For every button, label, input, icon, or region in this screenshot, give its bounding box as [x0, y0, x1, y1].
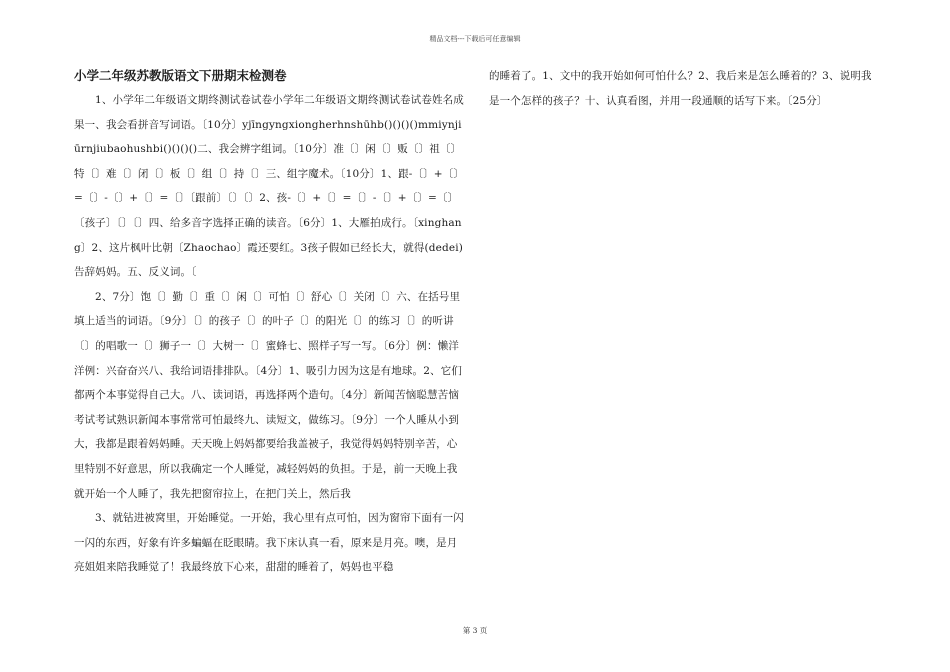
page-number: 第 3 页	[462, 626, 488, 635]
right-column	[489, 64, 879, 113]
paragraph-2: 2、7分〕饱〔〕勤〔〕重〔〕闲〔〕可怕〔〕舒心〔〕关闭〔〕六、在括号里填上适当的词语。〔9分〕〔〕的孩子〔〕的叶子〔〕的阳光〔〕的练习〔〕的听讲〔〕的唱歌一〔〕狮子一〔〕大树一〔〕蜜蜂七、照样子写一写。〔6分〕例：懒洋洋例：兴奋奋兴八、我给词语排排队。〔4分〕1、吸引力因为这是有地球。2、它们都两个本事觉得自己大。八、读词语，再选择两个造句。〔4分〕新闻苦恼聪慧苦恼考试考试熟识新闻本事常常可怕最终九、读短文，做练习。〔9分〕一个人睡从小到大，我都是跟着妈妈睡。天天晚上妈妈都要给我盖被子，我觉得妈妈特别辛苦，心里特别不好意思，所以我确定一个人睡觉，减轻妈妈的负担。于是，前一天晚上我就开始一个人睡了，我先把窗帘拉上，在把门关上，然后我	[74, 290, 462, 500]
paragraph-3: 3、就钻进被窝里，开始睡觉。一开始，我心里有点可怕，因为窗帘下面有一闪一闪的东西，好象有许多蝙蝠在眨眼睛。我下床认真一看，原来是月亮。噢，是月亮姐姐来陪我睡觉了！我最终放下心来，甜甜的睡着了，妈妈也平稳	[74, 512, 464, 574]
page-header: 精品文档---下载后可任意编辑	[429, 35, 521, 43]
paragraph-4: 的睡着了。1、文中的我开始如何可怕什么？2、我后来是怎么睡着的？3、说明我是一个怎样的孩子？十、认真看图，并用一段通顺的话写下来。〔25分〕	[489, 70, 872, 107]
paragraph-1: 1、小学年二年级语文期终测试卷试卷小学年二年级语文期终测试卷试卷姓名成果一、我会看拼音写词语。〔10分〕yjīngyngxiongherhnshūhb()()()()mmiynjiūrnjiubaohushbi()()()()二、我会辨字组词。〔10分〕准〔〕闲〔〕贩〔〕祖〔〕特〔〕难〔〕闭〔〕板〔〕组〔〕持〔〕三、组字魔术。〔10分〕1、跟-〔〕+〔〕=〔〕-〔〕+〔〕=〔〕〔跟前〕〔〕〔〕2、孩-〔〕+〔〕=〔〕-〔〕+〔〕=〔〕〔孩子〕〔〕〔〕四、给多音字选择正确的读音。〔6分〕1、大雁拍成行。〔xinghang〕2、这片枫叶比朝〔Zhaochao〕霞还要红。3孩子假如已经长大，就得(dedei)告辞妈妈。五、反义词。〔	[74, 94, 464, 279]
document-title: 小学二年级苏教版语文下册期末检测卷	[74, 68, 287, 83]
left-column	[74, 64, 464, 580]
